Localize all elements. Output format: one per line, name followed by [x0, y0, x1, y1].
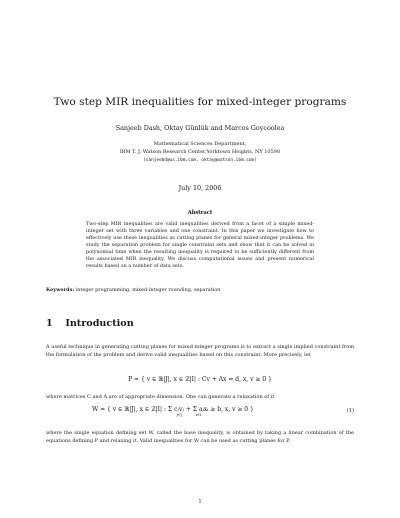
paragraph-2: where matrices C and A are of appropriate dimension. One can generate a relaxation of it	[46, 394, 275, 400]
abstract-text: Two-step MIR inequalities are valid inequalities derived from a facet of a simple mixed-integer set with three variables and one constraint. In this paper we investigate how to effectively use these inequalities as cutting planes for general mixed-integer problems. We study the separation problem for single constraint sets and show that it can be solved in polynomial time when the resulting inequality is required to be sufficiently different from the associated MIR inequality. We discuss computational issues and present numerical results based on a number of data sets.	[86, 221, 314, 269]
equation-w-sum1: Σ cⱼvⱼ +	[167, 406, 191, 413]
keywords-text: integer programming, mixed-integer rounding, separation	[75, 287, 221, 293]
author-list: Sanjeeb Dash, Oktay Günlük and Marcos Goycoolea	[115, 124, 285, 132]
page-number: 1	[198, 499, 202, 505]
equation-w-sum2-block	[193, 406, 254, 417]
paragraph-3: where the single equation defining set W, called the base inequality, is obtained by taking a linear combination of the equations defining P and relaxing it. Valid inequalities for W can be used as cutting planes for P.	[46, 430, 354, 444]
affiliation-address: IBM T. J. Watson Research Center,Yorktown Heights, NY 10598	[119, 149, 281, 155]
equation-w-sum1-index: j∈J	[176, 413, 183, 417]
abstract-heading: Abstract	[187, 210, 213, 216]
author-emails: (sanjeebd@us.ibm.com, oktay@watson.ibm.com)	[143, 158, 257, 163]
affiliation-department: Mathematical Sciences Department,	[153, 141, 247, 147]
paper-title: Two step MIR inequalities for mixed-integer programs	[53, 96, 347, 108]
equation-number: (1)	[346, 408, 354, 414]
paper-date: July 10, 2006	[178, 184, 222, 192]
equation-w-sum1-block	[168, 406, 191, 417]
equation-p: P = { v ∈ ℝ|J|, x ∈ ℤ|I| : Cv + Ax = d, x, v ≥ 0 }	[128, 376, 272, 383]
paragraph-1: A useful technique in generating cutting planes for mixed integer programs is to extract a single implied constraint from the formulation of the problem and derive valid inequalities based on this constraint. More precisely, let	[46, 344, 354, 358]
equation-w-lhs: W = { v ∈ ℝ|J|, x ∈ ℤ|I| :	[92, 406, 166, 413]
equation-w-sum2-index: i∈I	[195, 413, 202, 417]
equation-w-sum2: Σ aᵢxᵢ ≥ b, x, v ≥ 0 }	[192, 406, 254, 413]
equation-w	[92, 406, 254, 417]
keywords	[46, 287, 356, 294]
section-title: Introduction	[65, 318, 134, 329]
section-heading	[46, 318, 134, 329]
keywords-label: Keywords:	[46, 287, 75, 293]
section-number: 1	[46, 318, 53, 329]
